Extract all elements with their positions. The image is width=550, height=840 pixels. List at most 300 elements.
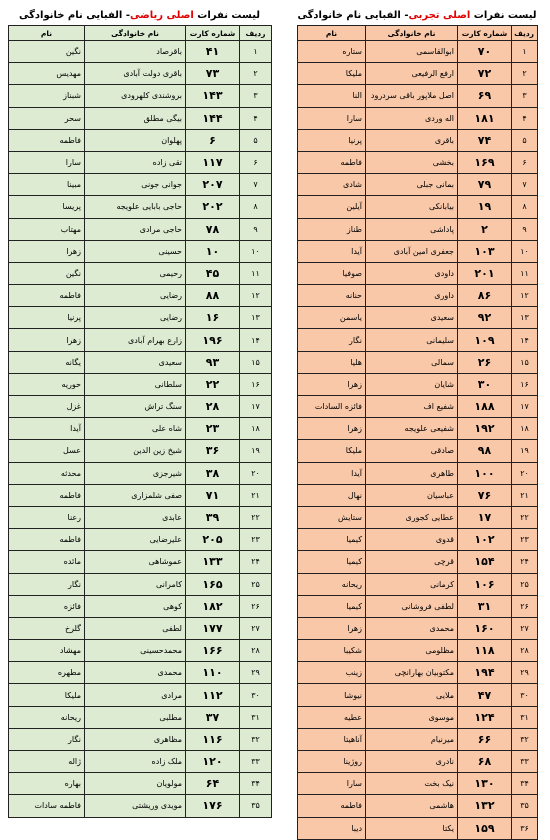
row-index: ۲۲ — [512, 506, 538, 528]
first-name: ملیکا — [9, 684, 85, 706]
row-index: ۲۵ — [512, 573, 538, 595]
first-name: ریحانه — [9, 706, 85, 728]
last-name: محمدی — [85, 662, 186, 684]
card-number: ۷۹ — [458, 174, 512, 196]
first-name: ریحانه — [298, 573, 366, 595]
card-number: ۱۷ — [458, 506, 512, 528]
row-index: ۲۰ — [240, 462, 272, 484]
math-list-title — [8, 6, 271, 25]
row-index: ۲ — [240, 63, 272, 85]
last-name: حسینی — [85, 240, 186, 262]
card-number: ۱۶۹ — [458, 151, 512, 173]
first-name: کیمیا — [298, 595, 366, 617]
last-name: شفیعی علویجه — [366, 418, 458, 440]
row-index: ۲ — [512, 63, 538, 85]
first-name: النا — [298, 85, 366, 107]
card-number: ۱۸۸ — [458, 396, 512, 418]
card-number: ۷۲ — [458, 63, 512, 85]
card-number: ۱۶ — [186, 307, 240, 329]
table-row — [298, 751, 538, 773]
first-name: آناهیتا — [298, 728, 366, 750]
last-name: بخشی — [366, 151, 458, 173]
row-index: ۲۳ — [512, 529, 538, 551]
card-number: ۲ — [458, 218, 512, 240]
card-number: ۱۵۴ — [458, 551, 512, 573]
table-row — [9, 484, 272, 506]
table-row — [298, 285, 538, 307]
experimental-list-panel — [297, 6, 537, 840]
first-name: پرنیا — [9, 307, 85, 329]
title-suffix: - الفبایی نام خانوادگی — [18, 10, 130, 21]
last-name: ابوالقاسمی — [366, 41, 458, 63]
title-prefix: لیست نفرات — [473, 10, 537, 21]
card-number: ۳۷ — [186, 706, 240, 728]
card-number: ۷۶ — [458, 484, 512, 506]
card-number: ۱۱۸ — [458, 640, 512, 662]
row-index: ۳۲ — [240, 728, 272, 750]
card-number: ۱۳۲ — [458, 795, 512, 817]
table-row — [9, 662, 272, 684]
table-row — [9, 240, 272, 262]
last-name: سلیمانی — [366, 329, 458, 351]
last-name: ارفع الرفیعی — [366, 63, 458, 85]
last-name: اصل ملاپور باقی سردرود — [366, 85, 458, 107]
first-name: زهرا — [9, 329, 85, 351]
first-name: زینب — [298, 662, 366, 684]
card-number: ۱۹۶ — [186, 329, 240, 351]
row-index: ۴ — [240, 107, 272, 129]
row-index: ۱۳ — [512, 307, 538, 329]
row-index: ۱ — [240, 41, 272, 63]
table-row — [9, 85, 272, 107]
table-row — [9, 307, 272, 329]
table-row — [9, 218, 272, 240]
last-name: لطفی فروشانی — [366, 595, 458, 617]
last-name: بمانی جبلی — [366, 174, 458, 196]
row-index: ۱۹ — [240, 440, 272, 462]
last-name: کوهی — [85, 595, 186, 617]
table-row — [298, 551, 538, 573]
row-index: ۱۸ — [240, 418, 272, 440]
row-index: ۹ — [240, 218, 272, 240]
first-name: زهرا — [298, 373, 366, 395]
table-row — [298, 396, 538, 418]
row-index: ۷ — [512, 174, 538, 196]
first-name: مطهره — [9, 662, 85, 684]
card-number: ۲۰۱ — [458, 262, 512, 284]
table-row — [9, 107, 272, 129]
card-number: ۲۸ — [186, 396, 240, 418]
row-index: ۲۴ — [240, 551, 272, 573]
last-name: پاداشی — [366, 218, 458, 240]
last-name: حاجی مرادی — [85, 218, 186, 240]
first-name: بهاره — [9, 773, 85, 795]
row-index: ۳۰ — [240, 684, 272, 706]
last-name: ملایی — [366, 684, 458, 706]
last-name: رضایی — [85, 285, 186, 307]
first-name: رعنا — [9, 506, 85, 528]
first-name: شکیبا — [298, 640, 366, 662]
table-row — [9, 41, 272, 63]
table-row — [298, 728, 538, 750]
row-index: ۶ — [512, 151, 538, 173]
last-name: مظاهری — [85, 728, 186, 750]
table-row — [9, 751, 272, 773]
table-row — [298, 240, 538, 262]
row-index: ۱۵ — [512, 351, 538, 373]
row-index: ۳۵ — [240, 795, 272, 817]
first-name: مهدیس — [9, 63, 85, 85]
card-number: ۳۱ — [458, 595, 512, 617]
card-number: ۹۲ — [458, 307, 512, 329]
table-row — [298, 373, 538, 395]
card-number: ۱۳۳ — [186, 551, 240, 573]
first-name: فاطمه — [298, 795, 366, 817]
header-last-name: نام خانوادگی — [85, 26, 186, 41]
table-row — [9, 285, 272, 307]
first-name: آیدا — [9, 418, 85, 440]
first-name: حنانه — [298, 285, 366, 307]
last-name: موسوی — [366, 706, 458, 728]
row-index: ۱۹ — [512, 440, 538, 462]
last-name: محمدی — [366, 617, 458, 639]
row-index: ۱۴ — [512, 329, 538, 351]
table-row — [298, 218, 538, 240]
card-number: ۲۳ — [186, 418, 240, 440]
first-name: فائزه — [9, 595, 85, 617]
table-row — [9, 640, 272, 662]
last-name: شایان — [366, 373, 458, 395]
first-name: نگار — [298, 329, 366, 351]
table-row — [9, 329, 272, 351]
table-row — [9, 595, 272, 617]
last-name: رضایی — [85, 307, 186, 329]
last-name: بروشندی کلهرودی — [85, 85, 186, 107]
card-number: ۳۹ — [186, 506, 240, 528]
last-name: میرنیام — [366, 728, 458, 750]
last-name: ملک زاده — [85, 751, 186, 773]
row-index: ۲۸ — [240, 640, 272, 662]
first-name: سارا — [298, 773, 366, 795]
card-number: ۶۶ — [458, 728, 512, 750]
table-row — [298, 63, 538, 85]
table-row — [9, 351, 272, 373]
table-row — [298, 462, 538, 484]
table-row — [298, 640, 538, 662]
row-index: ۲۸ — [512, 640, 538, 662]
table-row — [298, 795, 538, 817]
table-row — [9, 129, 272, 151]
row-index: ۸ — [240, 196, 272, 218]
first-name: آیلین — [298, 196, 366, 218]
row-index: ۳۱ — [512, 706, 538, 728]
table-header-row — [298, 26, 538, 41]
table-row — [9, 795, 272, 817]
last-name: مولویان — [85, 773, 186, 795]
first-name: نگین — [9, 262, 85, 284]
last-name: یکتا — [366, 817, 458, 839]
row-index: ۳۳ — [240, 751, 272, 773]
last-name: قدوی — [366, 529, 458, 551]
row-index: ۲۷ — [240, 617, 272, 639]
first-name: شادی — [298, 174, 366, 196]
card-number: ۶۸ — [458, 751, 512, 773]
table-row — [9, 462, 272, 484]
table-row — [298, 41, 538, 63]
first-name: مهتاب — [9, 218, 85, 240]
table-row — [9, 529, 272, 551]
header-first-name: نام — [298, 26, 366, 41]
first-name: آیدا — [298, 240, 366, 262]
row-index: ۱۲ — [512, 285, 538, 307]
table-row — [298, 662, 538, 684]
first-name: فائزه السادات — [298, 396, 366, 418]
card-number: ۴۱ — [186, 41, 240, 63]
last-name: کامرانی — [85, 573, 186, 595]
row-index: ۳۵ — [512, 795, 538, 817]
title-suffix: - الفبایی نام خانوادگی — [297, 10, 409, 21]
card-number: ۳۰ — [458, 373, 512, 395]
row-index: ۲۹ — [512, 662, 538, 684]
row-index: ۲۶ — [240, 595, 272, 617]
table-row — [9, 262, 272, 284]
first-name: نیوشا — [298, 684, 366, 706]
card-number: ۲۰۲ — [186, 196, 240, 218]
card-number: ۱۴۳ — [186, 85, 240, 107]
first-name: نگار — [9, 728, 85, 750]
last-name: عطایی کجوری — [366, 506, 458, 528]
table-row — [298, 351, 538, 373]
card-number: ۱۱۷ — [186, 151, 240, 173]
table-row — [9, 706, 272, 728]
first-name: مبینا — [9, 174, 85, 196]
row-index: ۱۸ — [512, 418, 538, 440]
table-row — [298, 595, 538, 617]
table-row — [9, 151, 272, 173]
card-number: ۱۶۶ — [186, 640, 240, 662]
row-index: ۲۷ — [512, 617, 538, 639]
row-index: ۳۰ — [512, 684, 538, 706]
last-name: هاشمی — [366, 795, 458, 817]
math-list-table — [8, 25, 272, 818]
first-name: ملیکا — [298, 63, 366, 85]
table-row — [298, 196, 538, 218]
card-number: ۳۸ — [186, 462, 240, 484]
last-name: باقرصاد — [85, 41, 186, 63]
card-number: ۱۶۵ — [186, 573, 240, 595]
card-number: ۲۲ — [186, 373, 240, 395]
first-name: فاطمه — [9, 529, 85, 551]
card-number: ۳۶ — [186, 440, 240, 462]
first-name: سارا — [9, 151, 85, 173]
row-index: ۳۶ — [512, 817, 538, 839]
table-row — [9, 728, 272, 750]
table-row — [298, 85, 538, 107]
row-index: ۱۶ — [512, 373, 538, 395]
table-row — [9, 440, 272, 462]
first-name: آیدا — [298, 462, 366, 484]
card-number: ۱۰۶ — [458, 573, 512, 595]
row-index: ۱۰ — [512, 240, 538, 262]
last-name: سنگ تراش — [85, 396, 186, 418]
card-number: ۷۰ — [458, 41, 512, 63]
card-number: ۹۳ — [186, 351, 240, 373]
table-row — [9, 196, 272, 218]
last-name: عابدی — [85, 506, 186, 528]
last-name: شاه علی — [85, 418, 186, 440]
math-list-panel — [8, 6, 271, 818]
card-number: ۸۸ — [186, 285, 240, 307]
card-number: ۱۱۶ — [186, 728, 240, 750]
first-name: غزل — [9, 396, 85, 418]
last-name: سلطانی — [85, 373, 186, 395]
first-name: ستایش — [298, 506, 366, 528]
card-number: ۱۹۲ — [458, 418, 512, 440]
table-row — [298, 506, 538, 528]
last-name: حاجی بابایی علویجه — [85, 196, 186, 218]
first-name: ژاله — [9, 751, 85, 773]
row-index: ۲۵ — [240, 573, 272, 595]
card-number: ۷۸ — [186, 218, 240, 240]
row-index: ۶ — [240, 151, 272, 173]
card-number: ۱۰۹ — [458, 329, 512, 351]
title-prefix: لیست نفرات — [197, 10, 261, 21]
row-index: ۳۴ — [240, 773, 272, 795]
last-name: محمدحسینی — [85, 640, 186, 662]
first-name: ملیکا — [298, 440, 366, 462]
table-row — [9, 551, 272, 573]
last-name: شفیع اف — [366, 396, 458, 418]
table-row — [298, 262, 538, 284]
table-row — [298, 440, 538, 462]
first-name: دیبا — [298, 817, 366, 839]
first-name: زهرا — [298, 418, 366, 440]
last-name: اله وردی — [366, 107, 458, 129]
first-name: عطیه — [298, 706, 366, 728]
first-name: فاطمه سادات — [9, 795, 85, 817]
table-row — [298, 307, 538, 329]
last-name: شیخ زین الدین — [85, 440, 186, 462]
row-index: ۲۱ — [240, 484, 272, 506]
header-card: شماره کارت — [186, 26, 240, 41]
card-number: ۱۳۰ — [458, 773, 512, 795]
first-name: گلرخ — [9, 617, 85, 639]
card-number: ۶ — [186, 129, 240, 151]
last-name: طاهری — [366, 462, 458, 484]
card-number: ۱۴۴ — [186, 107, 240, 129]
experimental-list-body — [298, 41, 538, 840]
last-name: جوانی جونی — [85, 174, 186, 196]
table-row — [9, 174, 272, 196]
last-name: نادری — [366, 751, 458, 773]
last-name: صفی شلمزاری — [85, 484, 186, 506]
table-row — [9, 617, 272, 639]
last-name: رحیمی — [85, 262, 186, 284]
row-index: ۲۹ — [240, 662, 272, 684]
card-number: ۱۲۴ — [458, 706, 512, 728]
first-name: هلیا — [298, 351, 366, 373]
table-row — [298, 329, 538, 351]
card-number: ۷۴ — [458, 129, 512, 151]
card-number: ۶۹ — [458, 85, 512, 107]
table-row — [298, 129, 538, 151]
first-name: پریسا — [9, 196, 85, 218]
last-name: سعیدی — [85, 351, 186, 373]
first-name: روژینا — [298, 751, 366, 773]
card-number: ۱۹۴ — [458, 662, 512, 684]
row-index: ۵ — [512, 129, 538, 151]
header-card: شماره کارت — [458, 26, 512, 41]
card-number: ۷۱ — [186, 484, 240, 506]
row-index: ۱۴ — [240, 329, 272, 351]
card-number: ۱۸۱ — [458, 107, 512, 129]
card-number: ۱۸۲ — [186, 595, 240, 617]
table-row — [9, 373, 272, 395]
first-name: نگین — [9, 41, 85, 63]
header-last-name: نام خانوادگی — [366, 26, 458, 41]
first-name: پرنیا — [298, 129, 366, 151]
row-index: ۲۳ — [240, 529, 272, 551]
first-name: نهال — [298, 484, 366, 506]
first-name: سحر — [9, 107, 85, 129]
card-number: ۱۰ — [186, 240, 240, 262]
row-index: ۱۳ — [240, 307, 272, 329]
table-row — [298, 151, 538, 173]
last-name: مکتوبیان بهارانچی — [366, 662, 458, 684]
card-number: ۸۶ — [458, 285, 512, 307]
row-index: ۱۱ — [512, 262, 538, 284]
first-name: مائده — [9, 551, 85, 573]
first-name: یگانه — [9, 351, 85, 373]
header-first-name: نام — [9, 26, 85, 41]
table-row — [9, 506, 272, 528]
last-name: عباسیان — [366, 484, 458, 506]
last-name: بیگی مطلق — [85, 107, 186, 129]
table-row — [9, 773, 272, 795]
first-name: ستاره — [298, 41, 366, 63]
row-index: ۲۴ — [512, 551, 538, 573]
last-name: بیابانکی — [366, 196, 458, 218]
last-name: عموشاهی — [85, 551, 186, 573]
table-row — [298, 418, 538, 440]
row-index: ۲۱ — [512, 484, 538, 506]
last-name: مطلبی — [85, 706, 186, 728]
row-index: ۸ — [512, 196, 538, 218]
table-row — [9, 396, 272, 418]
row-index: ۱۶ — [240, 373, 272, 395]
last-name: سمالی — [366, 351, 458, 373]
row-index: ۱۵ — [240, 351, 272, 373]
last-name: باقری — [366, 129, 458, 151]
row-index: ۳۳ — [512, 751, 538, 773]
experimental-list-table — [297, 25, 538, 840]
card-number: ۱۰۲ — [458, 529, 512, 551]
last-name: مظلومی — [366, 640, 458, 662]
row-index: ۹ — [512, 218, 538, 240]
last-name: جعفری امین آبادی — [366, 240, 458, 262]
first-name: فاطمه — [9, 129, 85, 151]
table-row — [9, 63, 272, 85]
row-index: ۱۰ — [240, 240, 272, 262]
first-name: طناز — [298, 218, 366, 240]
card-number: ۹۸ — [458, 440, 512, 462]
first-name: عسل — [9, 440, 85, 462]
table-row — [9, 573, 272, 595]
first-name: فاطمه — [298, 151, 366, 173]
table-row — [298, 484, 538, 506]
table-row — [298, 684, 538, 706]
last-name: نیک بخت — [366, 773, 458, 795]
